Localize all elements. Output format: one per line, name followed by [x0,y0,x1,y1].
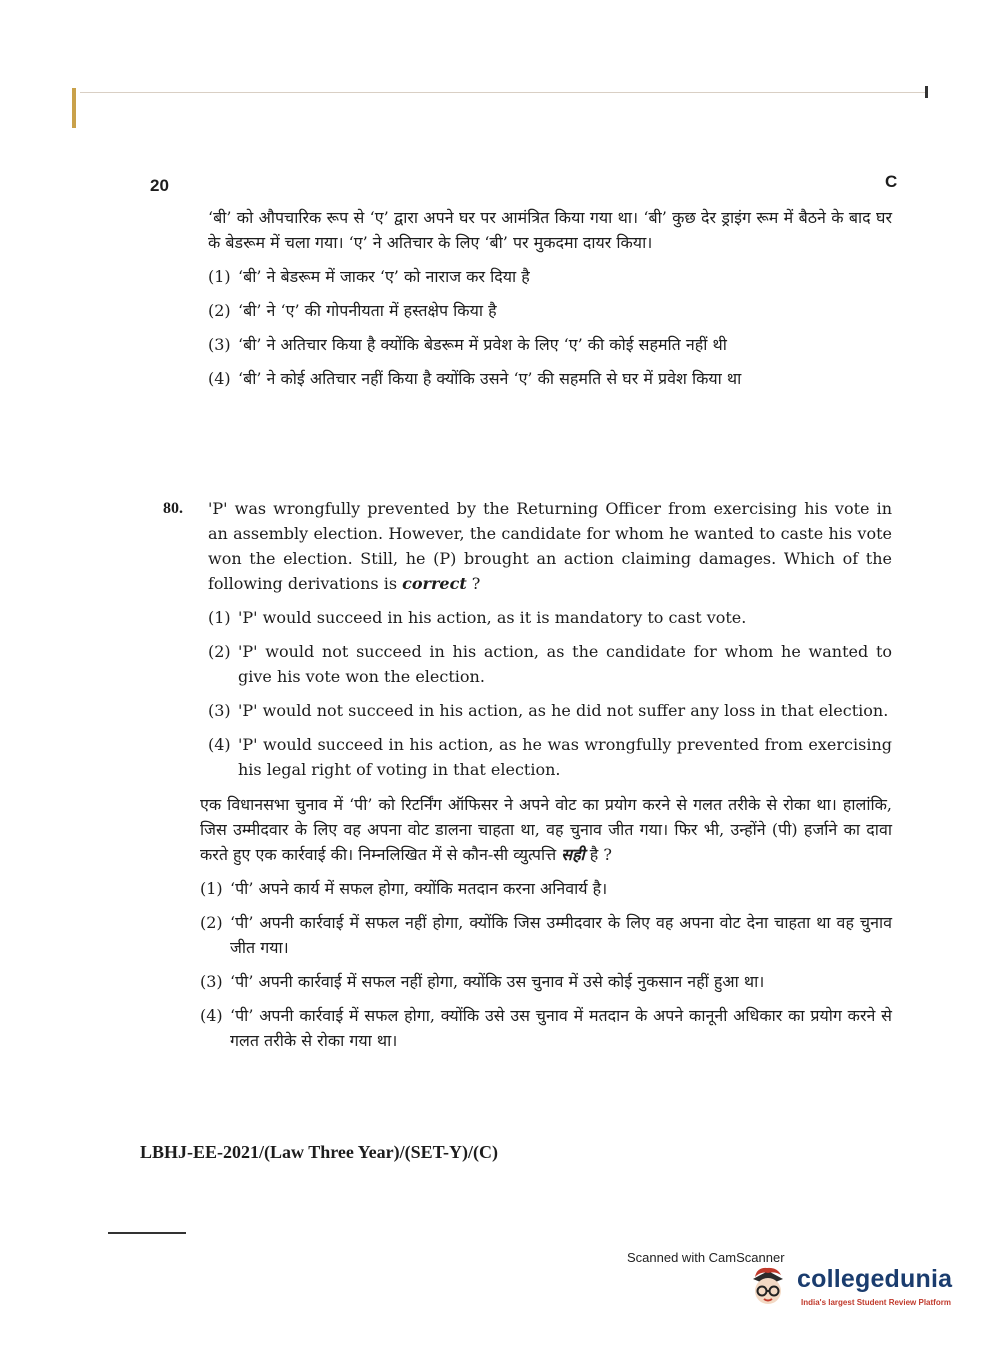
option-text: 'P' would not succeed in his action, as the candidate for whom he wanted to give his vote won the election. [238,642,892,686]
set-code: C [885,172,898,191]
option [208,332,892,357]
scan-corner-mark [925,86,928,98]
stem-text: एक विधानसभा चुनाव में ‘पी’ को रिटर्निंग ऑफिसर ने अपने वोट का प्रयोग करने से गलत तरीके से रोका था। हालांकि, जिस उम्मीदवार के लिए वह अपना वोट डालना चाहता था, वह चुनाव जीत गया। फिर भी, उन्होंने (पी) हर्जाने का दावा करते हुए एक कार्रवाई की। निम्नलिखित में से कौन-सी व्युत्पत्ति [200,795,892,864]
option [208,298,892,323]
paper-code-footer: LBHJ-EE-2021/(Law Three Year)/(SET-Y)/(C) [140,1142,498,1162]
option-number: (2) [200,913,223,932]
option-number: (3) [208,701,231,720]
question-stem [208,496,892,596]
option-number: (4) [200,1006,223,1025]
option-number: (2) [208,642,231,661]
option [200,1003,892,1053]
option-text: ‘बी’ ने कोई अतिचार नहीं किया है क्योंकि उसने ‘ए’ की सहमति से घर में प्रवेश किया था [238,369,742,388]
option [208,698,892,723]
option [208,366,892,391]
scan-bottom-line [108,1232,186,1234]
stem-emphasis: correct [402,574,467,593]
option-text: 'P' would succeed in his action, as it is mandatory to cast vote. [238,608,747,627]
option-number: (1) [200,879,223,898]
stem-text-end: है ? [584,845,612,864]
option-number: (3) [208,335,231,354]
option-number: (3) [200,972,223,991]
scan-edge-mark [72,88,76,128]
option [200,969,892,994]
option-text: ‘बी’ ने ‘ए’ की गोपनीयता में हस्तक्षेप किया है [238,301,497,320]
option-text: ‘बी’ ने अतिचार किया है क्योंकि बेडरूम में प्रवेश के लिए ‘ए’ की कोई सहमति नहीं थी [238,335,727,354]
option-number: (4) [208,735,231,754]
option-number: (4) [208,369,231,388]
question-80-hindi [200,792,892,1053]
option [208,605,892,630]
option-text: ‘पी’ अपनी कार्रवाई में सफल होगा, क्योंकि उसे उस चुनाव में मतदान के अपने कानूनी अधिकार का प्रयोग करने से गलत तरीके से रोका गया था। [230,1006,892,1050]
question-80-english [208,496,892,782]
option [200,876,892,901]
option [208,264,892,289]
option [200,910,892,960]
stem-emphasis: सही [561,845,585,864]
question-stem: ‘बी’ को औपचारिक रूप से ‘ए’ द्वारा अपने घर पर आमंत्रित किया गया था। ‘बी’ कुछ देर ड्राइंग रूम में बैठने के बाद घर के बेडरूम में चला गया। ‘ए’ ने अतिचार के लिए ‘बी’ पर मुकदमा दायर किया। [208,208,892,252]
option-text: ‘पी’ अपनी कार्रवाई में सफल नहीं होगा, क्योंकि उस चुनाव में उसे कोई नुकसान नहीं हुआ था। [230,972,765,991]
option-number: (1) [208,267,231,286]
option-number: (2) [208,301,231,320]
scan-top-line [80,92,925,93]
option [208,732,892,782]
stem-text: 'P' was wrongfully prevented by the Returning Officer from exercising his vote in an assembly election. However, the candidate for whom he wanted to caste his vote won the election. Still, he (P) brought an action claiming damages. Which of the following derivations is [208,499,892,593]
option-text: 'P' would not succeed in his action, as he did not suffer any loss in that election. [238,701,889,720]
brand-tagline: India's largest Student Review Platform [801,1298,951,1307]
brand-watermark [745,1263,975,1313]
option-text: ‘पी’ अपनी कार्रवाई में सफल नहीं होगा, क्योंकि जिस उम्मीदवार के लिए वह अपना वोट देना चाहता था वह चुनाव जीत गया। [230,913,892,957]
scanner-watermark: Scanned with CamScanner [627,1250,785,1265]
option-text: ‘बी’ ने बेडरूम में जाकर ‘ए’ को नाराज कर दिया है [238,267,530,286]
page-number: 20 [150,176,169,195]
option-text: 'P' would succeed in his action, as he was wrongfully prevented from exercising his legal right of voting in that election. [238,735,892,779]
stem-text-end: ? [466,574,481,593]
brand-name: collegedunia [797,1265,953,1293]
previous-question [208,205,892,391]
option-number: (1) [208,608,231,627]
student-mascot-icon [745,1263,791,1309]
option-text: ‘पी’ अपने कार्य में सफल होगा, क्योंकि मतदान करना अनिवार्य है। [230,879,608,898]
option [208,639,892,689]
question-stem [200,792,892,867]
question-number: 80. [163,500,183,517]
